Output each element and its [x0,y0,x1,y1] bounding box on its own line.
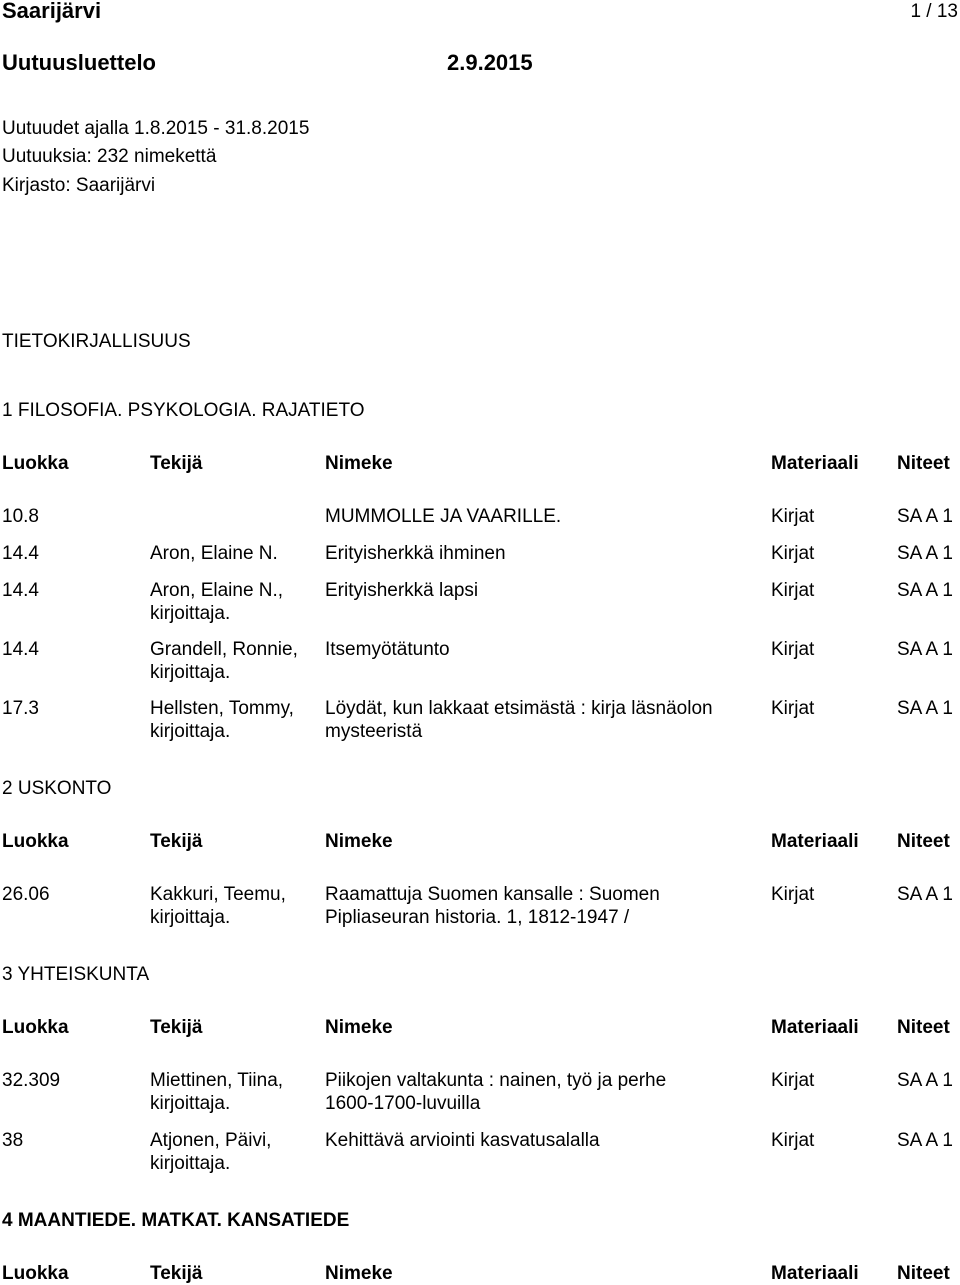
count-text: Uutuuksia: 232 nimekettä [2,146,217,167]
row-nimeke: Raamattuja Suomen kansalle : Suomen [325,884,660,905]
column-header-tekija: Tekijä [150,1263,203,1284]
column-header-niteet: Niteet [897,1263,950,1284]
row-luokka: 14.4 [2,639,39,660]
row-niteet: SA A 1 [897,506,953,527]
column-header-nimeke: Nimeke [325,1017,393,1038]
row-niteet: SA A 1 [897,1130,953,1151]
row-tekija: Grandell, Ronnie, [150,639,298,660]
column-header-tekija: Tekijä [150,453,203,474]
table-header [0,1016,960,1040]
column-header-materiaali: Materiaali [771,831,859,852]
row-niteet: SA A 1 [897,580,953,601]
row-luokka: 38 [2,1130,24,1151]
row-niteet: SA A 1 [897,1070,953,1091]
column-header-luokka: Luokka [2,1017,69,1038]
table-row [0,579,960,625]
library-text: Kirjasto: Saarijärvi [2,175,156,196]
table-header [0,1262,960,1285]
row-materiaali: Kirjat [771,506,815,527]
section-title: 4 MAANTIEDE. MATKAT. KANSATIEDE [2,1210,350,1231]
row-tekija-role: kirjoittaja. [150,662,231,683]
row-luokka: 32.309 [2,1070,61,1091]
table-row [0,638,960,684]
section-title: 1 FILOSOFIA. PSYKOLOGIA. RAJATIETO [2,400,365,421]
column-header-nimeke: Nimeke [325,453,393,474]
section-title: 2 USKONTO [2,778,112,799]
row-tekija-role: kirjoittaja. [150,721,231,742]
row-nimeke: MUMMOLLE JA VAARILLE. [325,506,562,527]
column-header-luokka: Luokka [2,831,69,852]
row-niteet: SA A 1 [897,698,953,719]
table-row [0,1129,960,1175]
section-title: 3 YHTEISKUNTA [2,964,150,985]
row-tekija: Atjonen, Päivi, [150,1130,272,1151]
row-materiaali: Kirjat [771,1070,815,1091]
period-text: Uutuudet ajalla 1.8.2015 - 31.8.2015 [2,118,310,139]
row-nimeke: Kehittävä arviointi kasvatusalalla [325,1130,600,1151]
row-nimeke-cont: 1600-1700-luvuilla [325,1093,481,1114]
row-materiaali: Kirjat [771,639,815,660]
row-tekija-role: kirjoittaja. [150,1153,231,1174]
table-row [0,883,960,929]
table-row [0,1069,960,1115]
column-header-materiaali: Materiaali [771,1017,859,1038]
row-materiaali: Kirjat [771,884,815,905]
row-niteet: SA A 1 [897,639,953,660]
column-header-luokka: Luokka [2,453,69,474]
column-header-materiaali: Materiaali [771,453,859,474]
row-nimeke-cont: Pipliaseuran historia. 1, 1812-1947 / [325,907,630,928]
document-date: 2.9.2015 [447,50,533,75]
column-header-niteet: Niteet [897,831,950,852]
column-header-niteet: Niteet [897,1017,950,1038]
page-number: 1 / 13 [910,1,958,22]
row-tekija: Aron, Elaine N. [150,543,278,564]
row-materiaali: Kirjat [771,580,815,601]
column-header-niteet: Niteet [897,453,950,474]
row-tekija-role: kirjoittaja. [150,907,231,928]
row-materiaali: Kirjat [771,1130,815,1151]
row-tekija-role: kirjoittaja. [150,603,231,624]
table-header [0,452,960,476]
row-tekija-role: kirjoittaja. [150,1093,231,1114]
row-nimeke: Erityisherkkä lapsi [325,580,479,601]
row-niteet: SA A 1 [897,884,953,905]
row-materiaali: Kirjat [771,543,815,564]
row-nimeke: Löydät, kun lakkaat etsimästä : kirja läsnäolon [325,698,713,719]
row-materiaali: Kirjat [771,698,815,719]
row-nimeke-cont: mysteeristä [325,721,423,742]
row-niteet: SA A 1 [897,543,953,564]
document-title: Uutuusluettelo [2,50,156,75]
table-header [0,830,960,854]
row-luokka: 26.06 [2,884,50,905]
row-nimeke: Piikojen valtakunta : nainen, työ ja perhe [325,1070,667,1091]
row-tekija: Hellsten, Tommy, [150,698,294,719]
column-header-luokka: Luokka [2,1263,69,1284]
row-nimeke: Itsemyötätunto [325,639,450,660]
row-nimeke: Erityisherkkä ihminen [325,543,506,564]
column-header-nimeke: Nimeke [325,831,393,852]
row-luokka: 10.8 [2,506,39,527]
row-luokka: 14.4 [2,580,39,601]
row-tekija: Miettinen, Tiina, [150,1070,284,1091]
library-title: Saarijärvi [2,0,102,23]
row-tekija: Kakkuri, Teemu, [150,884,286,905]
category-heading: TIETOKIRJALLISUUS [2,331,191,352]
row-luokka: 17.3 [2,698,39,719]
row-luokka: 14.4 [2,543,39,564]
column-header-nimeke: Nimeke [325,1263,393,1284]
table-row [0,697,960,743]
row-tekija: Aron, Elaine N., [150,580,284,601]
column-header-tekija: Tekijä [150,831,203,852]
column-header-tekija: Tekijä [150,1017,203,1038]
column-header-materiaali: Materiaali [771,1263,859,1284]
